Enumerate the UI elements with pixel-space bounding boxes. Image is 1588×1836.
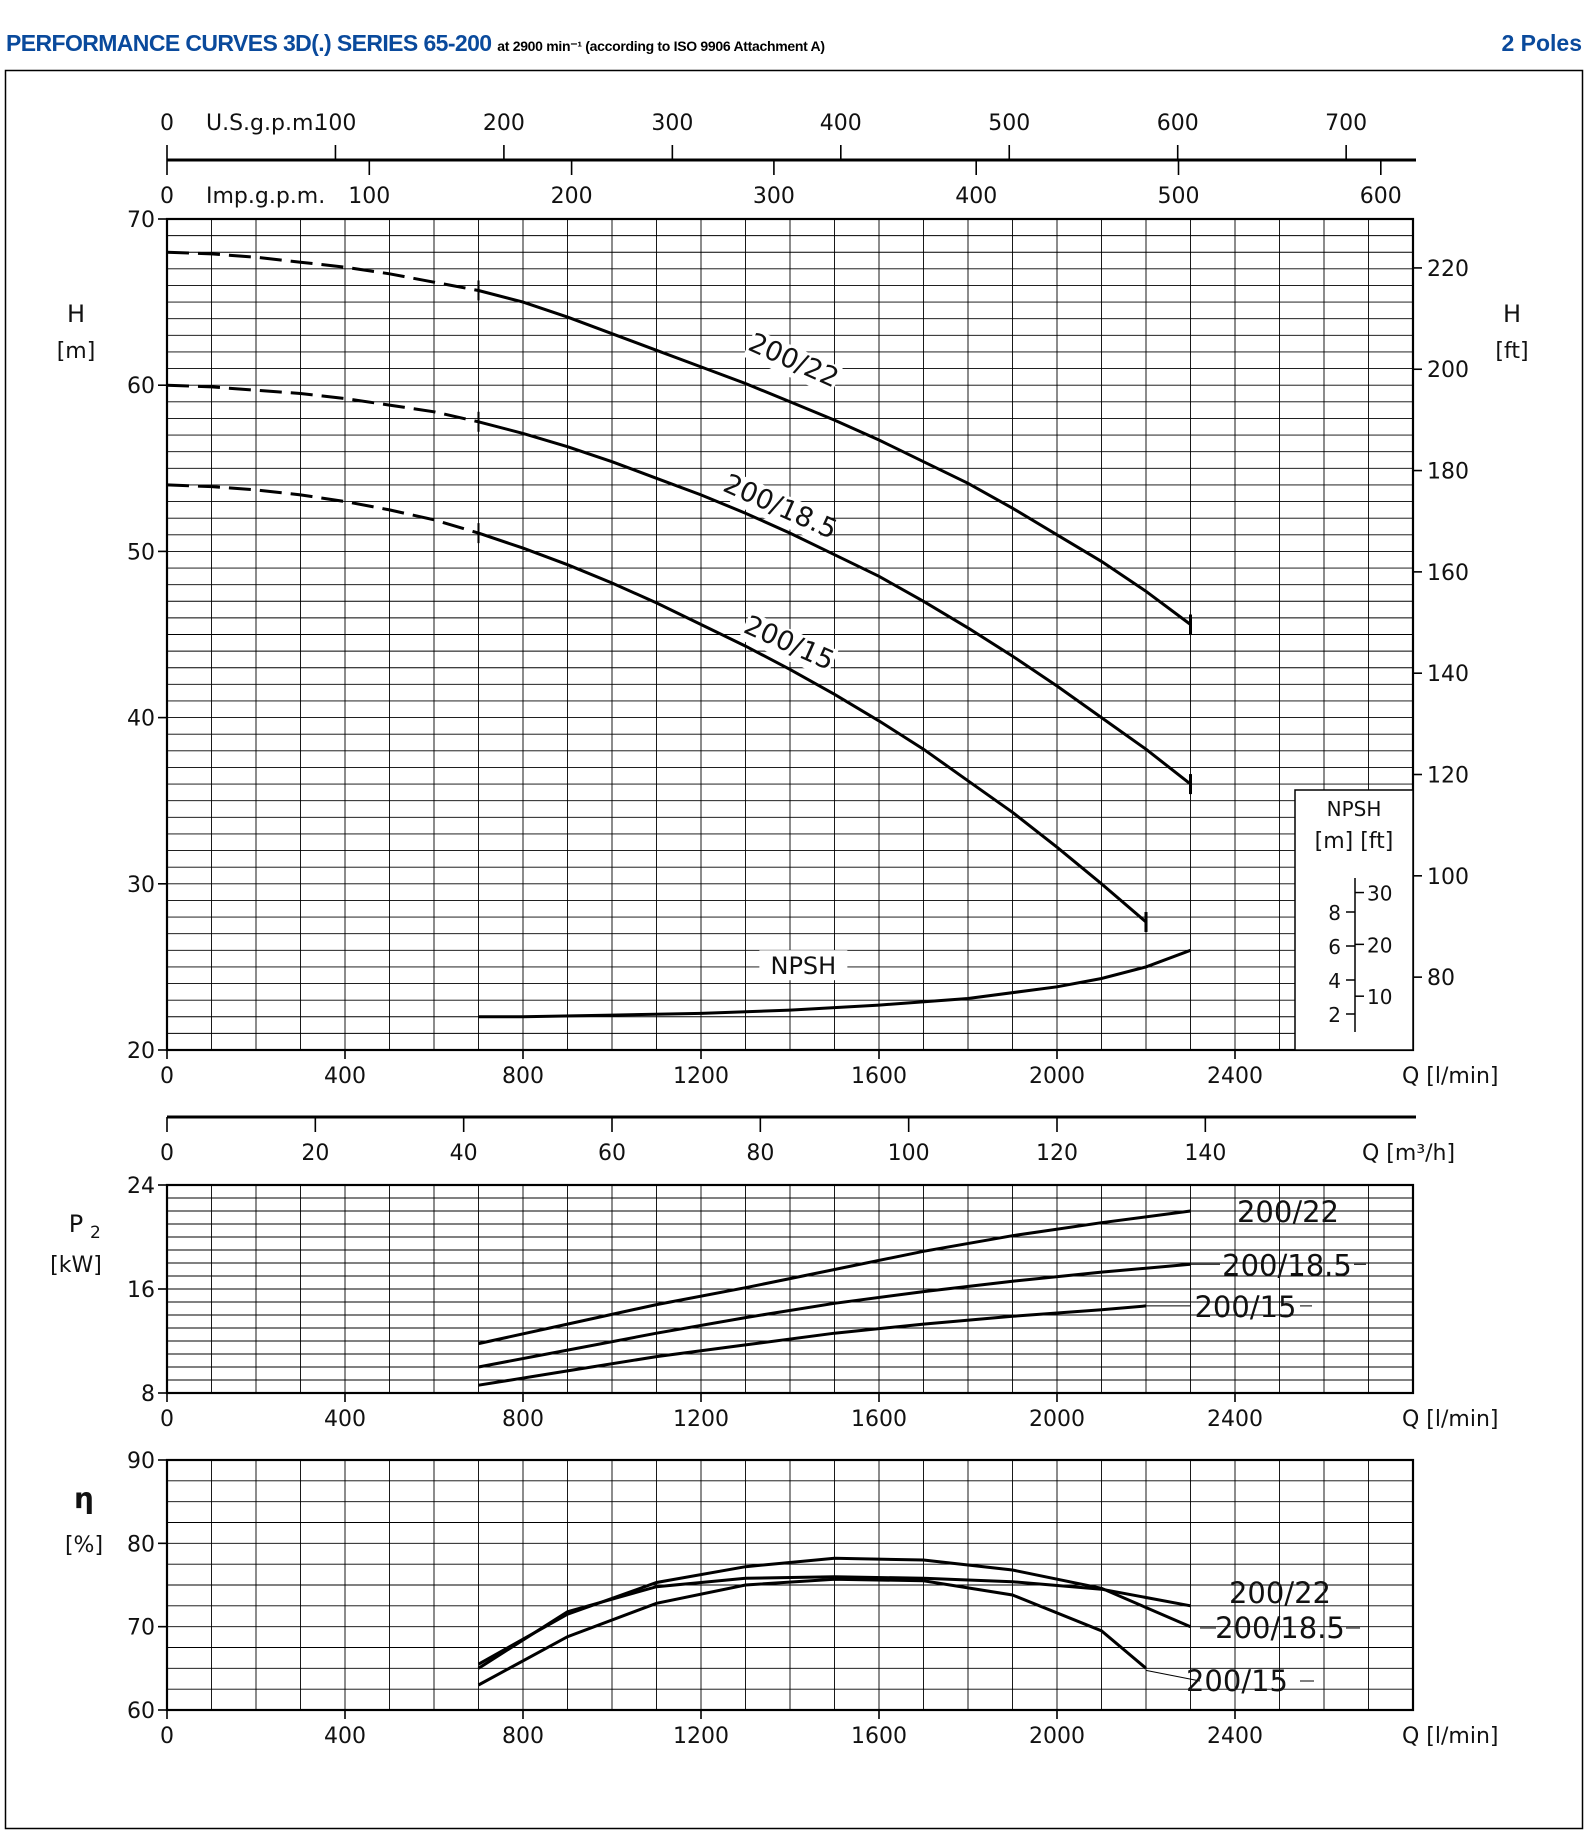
x-tick-label: 0 (160, 1724, 174, 1749)
power-curve-label: 200/15 (1194, 1289, 1297, 1324)
y-tick-label: 8 (141, 1382, 155, 1407)
x-tick-label: 2000 (1029, 1724, 1085, 1749)
m3h-unit-label: Q [m³/h] (1362, 1141, 1456, 1166)
x-tick-label: 1600 (851, 1724, 907, 1749)
y-tick-label: 60 (127, 374, 155, 400)
ft-tick-label: 140 (1427, 662, 1469, 688)
m3h-axis (160, 1117, 1455, 1166)
ft-tick-label: 160 (1427, 560, 1469, 586)
ft-tick-label: 120 (1427, 763, 1469, 789)
x-tick-label: 1600 (851, 1064, 907, 1089)
m3h-tick-label: 100 (887, 1141, 930, 1166)
poles-label: 2 Poles (1501, 30, 1582, 56)
ft-tick-label: 200 (1427, 358, 1469, 384)
ft-tick-label: 180 (1427, 459, 1469, 485)
x-tick-label: 400 (324, 1724, 366, 1749)
usgpm-tick-label: 500 (988, 111, 1031, 136)
eff-curve-label: 200/22 (1228, 1576, 1332, 1610)
x-tick-label: 400 (324, 1064, 366, 1089)
power-curve-label: 200/18.5 (1222, 1248, 1352, 1283)
head-y-label-right: H (1502, 300, 1522, 328)
npsh-ft-label: 20 (1367, 933, 1393, 958)
m3h-tick-label: 0 (160, 1141, 174, 1166)
usgpm-unit-label: U.S.g.p.m. (206, 111, 321, 136)
x-tick-label: 2000 (1029, 1064, 1085, 1089)
usgpm-tick-label: 600 (1156, 111, 1199, 136)
usgpm-tick-label: 100 (314, 111, 357, 136)
x-tick-label: 2000 (1029, 1407, 1085, 1432)
npsh-m-label: 6 (1328, 935, 1341, 959)
eff-curve (479, 1579, 1147, 1685)
y-tick-label: 16 (127, 1278, 155, 1303)
npsh-m-label: 2 (1328, 1003, 1341, 1027)
y-tick-label: 70 (127, 208, 155, 233)
head-curve-dashed (167, 252, 479, 290)
usgpm-tick-label: 300 (651, 111, 694, 136)
x-tick-label: 2400 (1207, 1407, 1263, 1432)
head-curve-label: 200/18.5 (718, 468, 842, 546)
impgpm-tick-label: 400 (955, 184, 998, 209)
x-tick-label: 0 (160, 1407, 174, 1432)
eff-y-unit: [%] (64, 1533, 104, 1558)
y-tick-label: 90 (127, 1449, 155, 1474)
npsh-scale-box (1295, 790, 1413, 1050)
npsh-box-title: NPSH (1326, 797, 1382, 821)
head-curve-dashed (167, 385, 479, 422)
eff-curves (479, 1558, 1361, 1698)
ft-axis (1413, 257, 1469, 991)
usgpm-tick-label: 0 (160, 111, 174, 136)
head-curve (479, 533, 1147, 922)
flow-axes-top (160, 111, 1416, 209)
npsh-m-label: 4 (1328, 969, 1341, 993)
head-y-unit: [m] (56, 339, 96, 364)
impgpm-tick-label: 100 (348, 184, 391, 209)
power-x-axis (160, 1393, 1499, 1432)
m3h-tick-label: 20 (301, 1141, 330, 1166)
impgpm-tick-label: 600 (1359, 184, 1402, 209)
head-y-unit-right: [ft] (1495, 339, 1529, 364)
m3h-tick-label: 120 (1036, 1141, 1078, 1166)
y-tick-label: 60 (127, 1699, 155, 1724)
power-y-label: P (68, 1210, 84, 1238)
x-tick-label: 1200 (673, 1724, 729, 1749)
impgpm-tick-label: 300 (752, 184, 795, 209)
impgpm-unit-label: Imp.g.p.m. (206, 184, 326, 209)
y-tick-label: 30 (127, 872, 155, 898)
ft-tick-label: 100 (1427, 864, 1469, 890)
npsh-box-units: [m] [ft] (1314, 829, 1394, 854)
npsh-ft-label: 10 (1367, 985, 1393, 1010)
y-tick-label: 80 (127, 1532, 155, 1558)
x-tick-label: 800 (502, 1407, 544, 1432)
power-curve (479, 1306, 1147, 1385)
npsh-ft-label: 30 (1367, 881, 1393, 906)
x-tick-label: 800 (502, 1724, 544, 1749)
head-curve-label: 200/15 (739, 609, 839, 677)
x-tick-label: 400 (324, 1407, 366, 1432)
usgpm-tick-label: 700 (1325, 111, 1368, 136)
title-text: PERFORMANCE CURVES 3D(.) SERIES 65-200 (6, 30, 492, 56)
head-y-axis (127, 208, 167, 1064)
x-tick-label: 2400 (1207, 1724, 1263, 1749)
x-tick-label: 1200 (673, 1407, 729, 1432)
eff-curve-label: 200/18.5 (1215, 1611, 1345, 1645)
m3h-tick-label: 140 (1184, 1141, 1227, 1166)
x-tick-label: 1600 (851, 1407, 907, 1432)
eff-x-axis (160, 1710, 1499, 1749)
usgpm-tick-label: 200 (482, 111, 525, 136)
m3h-tick-label: 80 (746, 1141, 775, 1166)
x-tick-label: 2400 (1207, 1064, 1263, 1089)
usgpm-tick-label: 400 (819, 111, 862, 136)
y-tick-label: 70 (127, 1615, 155, 1641)
npsh-curve-label: NPSH (770, 952, 837, 981)
x-tick-label: 800 (502, 1064, 544, 1089)
eff-curve-label: 200/15 (1185, 1664, 1289, 1698)
y-tick-label: 50 (127, 540, 155, 566)
head-curve-label: 200/22 (743, 327, 844, 395)
head-curve-dashed (167, 485, 479, 533)
x-tick-label: 0 (160, 1064, 174, 1089)
power-y-axis (127, 1174, 167, 1407)
title-subtitle: at 2900 min⁻¹ (according to ISO 9906 Attachment A) (497, 38, 825, 54)
y-tick-label: 20 (127, 1039, 155, 1064)
impgpm-tick-label: 500 (1157, 184, 1200, 209)
head-x-axis (160, 1050, 1499, 1089)
x-axis-label: Q [l/min] (1402, 1407, 1499, 1432)
y-tick-label: 40 (127, 706, 155, 732)
eff-y-axis (127, 1449, 167, 1724)
m3h-tick-label: 40 (449, 1141, 478, 1166)
power-y-unit: [kW] (50, 1253, 102, 1278)
m3h-tick-label: 60 (598, 1141, 626, 1166)
power-y-label-sub: 2 (90, 1223, 101, 1243)
impgpm-tick-label: 0 (160, 184, 174, 209)
eff-y-label: η (74, 1482, 94, 1515)
x-axis-label: Q [l/min] (1402, 1724, 1499, 1749)
head-y-label: H (66, 300, 86, 328)
y-tick-label: 24 (127, 1174, 155, 1199)
impgpm-tick-label: 200 (550, 184, 593, 209)
npsh-m-label: 8 (1328, 901, 1341, 925)
ft-tick-label: 80 (1427, 966, 1455, 992)
x-axis-label: Q [l/min] (1402, 1064, 1499, 1089)
x-tick-label: 1200 (673, 1064, 729, 1089)
power-curve-label: 200/22 (1236, 1195, 1340, 1229)
ft-tick-label: 220 (1427, 256, 1469, 282)
